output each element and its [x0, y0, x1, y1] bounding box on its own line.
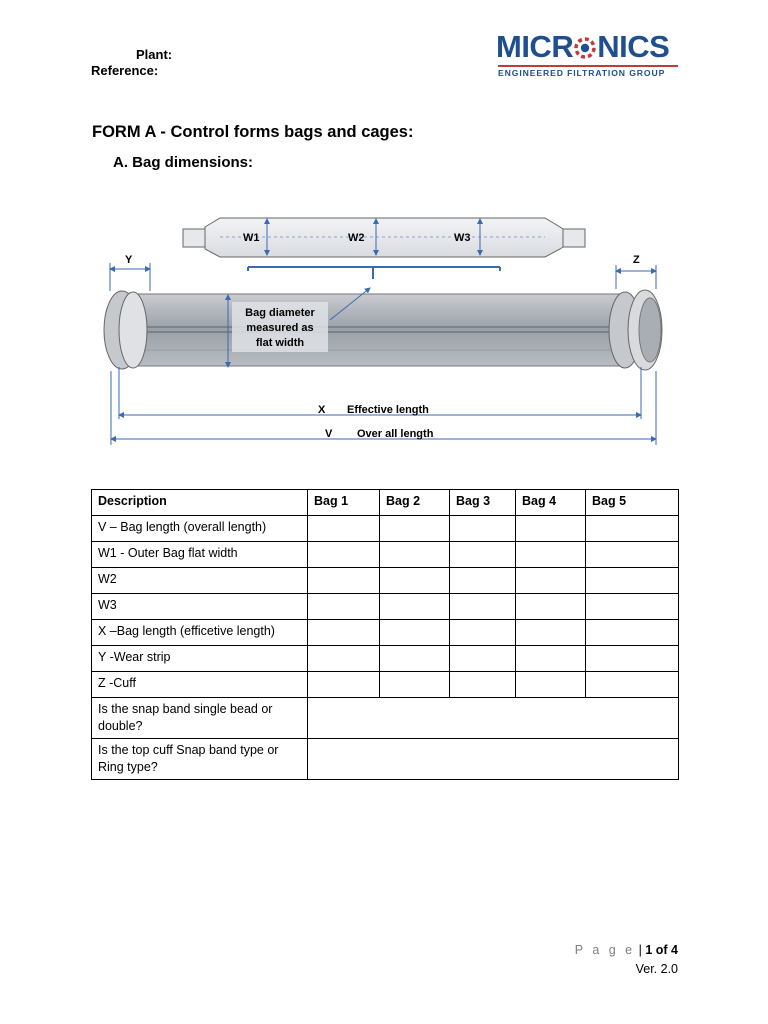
- bag-2-cell[interactable]: [380, 672, 450, 698]
- v-letter: V: [325, 428, 333, 440]
- bag-5-cell[interactable]: [586, 672, 679, 698]
- header-bag-3: Bag 3: [450, 490, 516, 516]
- bag-5-cell[interactable]: [586, 594, 679, 620]
- red-blue-ring-emblem-icon: [574, 33, 596, 57]
- table-row: [92, 542, 679, 568]
- bag-diameter-line1: Bag diameter: [245, 307, 315, 319]
- row-label: X –Bag length (efficetive length): [92, 620, 308, 646]
- bag-1-cell[interactable]: [308, 568, 380, 594]
- bag-4-cell[interactable]: [516, 542, 586, 568]
- row-label: W3: [92, 594, 308, 620]
- header-bag-1: Bag 1: [308, 490, 380, 516]
- bag-5-cell[interactable]: [586, 620, 679, 646]
- table-row: [92, 594, 679, 620]
- table-row: [92, 698, 679, 739]
- bag-diameter-line2: measured as: [246, 322, 314, 334]
- plant-label: Plant:: [136, 47, 173, 62]
- bag-4-cell[interactable]: [516, 672, 586, 698]
- page-separator: |: [638, 943, 642, 957]
- bag-1-cell[interactable]: [308, 672, 380, 698]
- bag-2-cell[interactable]: [380, 568, 450, 594]
- bag-1-cell[interactable]: [308, 620, 380, 646]
- version-label: Ver. 2.0: [635, 962, 678, 976]
- page-word: P a g e: [574, 943, 636, 957]
- bag-2-cell[interactable]: [380, 516, 450, 542]
- logo-wordmark: MICR NICS: [496, 29, 670, 64]
- bag-3-cell[interactable]: [450, 620, 516, 646]
- bag-1-cell[interactable]: [308, 516, 380, 542]
- answer-cell[interactable]: [308, 698, 679, 739]
- header-bag-2: Bag 2: [380, 490, 450, 516]
- row-label: Is the snap band single bead or double?: [92, 698, 308, 739]
- table-row: [92, 516, 679, 542]
- bag-1-cell[interactable]: [308, 542, 380, 568]
- bag-5-cell[interactable]: [586, 646, 679, 672]
- bag-5-cell[interactable]: [586, 568, 679, 594]
- w2-label: W2: [348, 232, 365, 244]
- bag-5-cell[interactable]: [586, 542, 679, 568]
- header-bag-5: Bag 5: [586, 490, 679, 516]
- table-row: [92, 620, 679, 646]
- page-count: 1 of 4: [645, 943, 678, 957]
- row-label: W2: [92, 568, 308, 594]
- bag-4-cell[interactable]: [516, 620, 586, 646]
- bag-1-cell[interactable]: [308, 594, 380, 620]
- table-row: [92, 672, 679, 698]
- y-label: Y: [125, 254, 133, 266]
- page-number: [575, 943, 678, 957]
- bag-dimensions-diagram: [95, 205, 675, 450]
- bag-diameter-line3: flat width: [255, 337, 305, 349]
- w1-label: W1: [243, 232, 260, 244]
- bag-dimensions-table: [91, 489, 679, 780]
- bag-3-cell[interactable]: [450, 542, 516, 568]
- table-header-row: [92, 490, 679, 516]
- bag-4-cell[interactable]: [516, 646, 586, 672]
- bag-2-cell[interactable]: [380, 542, 450, 568]
- bag-1-cell[interactable]: [308, 646, 380, 672]
- bag-3-cell[interactable]: [450, 672, 516, 698]
- section-title: A. Bag dimensions:: [113, 154, 254, 171]
- row-label: W1 - Outer Bag flat width: [92, 542, 308, 568]
- row-label: V – Bag length (overall length): [92, 516, 308, 542]
- bag-2-cell[interactable]: [380, 646, 450, 672]
- bag-3-cell[interactable]: [450, 568, 516, 594]
- bag-4-cell[interactable]: [516, 568, 586, 594]
- bag-5-cell[interactable]: [586, 516, 679, 542]
- bag-3-cell[interactable]: [450, 646, 516, 672]
- bag-4-cell[interactable]: [516, 516, 586, 542]
- bag-illustration: [104, 290, 662, 370]
- header-description: Description: [92, 490, 308, 516]
- x-letter: X: [318, 404, 326, 416]
- row-label: Is the top cuff Snap band type or Ring type?: [92, 739, 308, 780]
- header-bag-4: Bag 4: [516, 490, 586, 516]
- reference-label: Reference:: [91, 63, 159, 78]
- z-label: Z: [633, 254, 640, 266]
- bag-4-cell[interactable]: [516, 594, 586, 620]
- form-title: FORM A - Control forms bags and cages:: [92, 123, 414, 141]
- table-row: [92, 646, 679, 672]
- row-label: Y -Wear strip: [92, 646, 308, 672]
- micronics-logo: [496, 30, 680, 82]
- logo-tagline: ENGINEERED FILTRATION GROUP: [498, 68, 666, 78]
- bag-3-cell[interactable]: [450, 594, 516, 620]
- logo-underline: [498, 65, 678, 67]
- x-effective-length-label: Effective length: [347, 404, 429, 416]
- table-row: [92, 739, 679, 780]
- bag-2-cell[interactable]: [380, 620, 450, 646]
- answer-cell[interactable]: [308, 739, 679, 780]
- bag-2-cell[interactable]: [380, 594, 450, 620]
- row-label: Z -Cuff: [92, 672, 308, 698]
- v-overall-length-label: Over all length: [357, 428, 434, 440]
- table-row: [92, 568, 679, 594]
- bag-3-cell[interactable]: [450, 516, 516, 542]
- w3-label: W3: [454, 232, 471, 244]
